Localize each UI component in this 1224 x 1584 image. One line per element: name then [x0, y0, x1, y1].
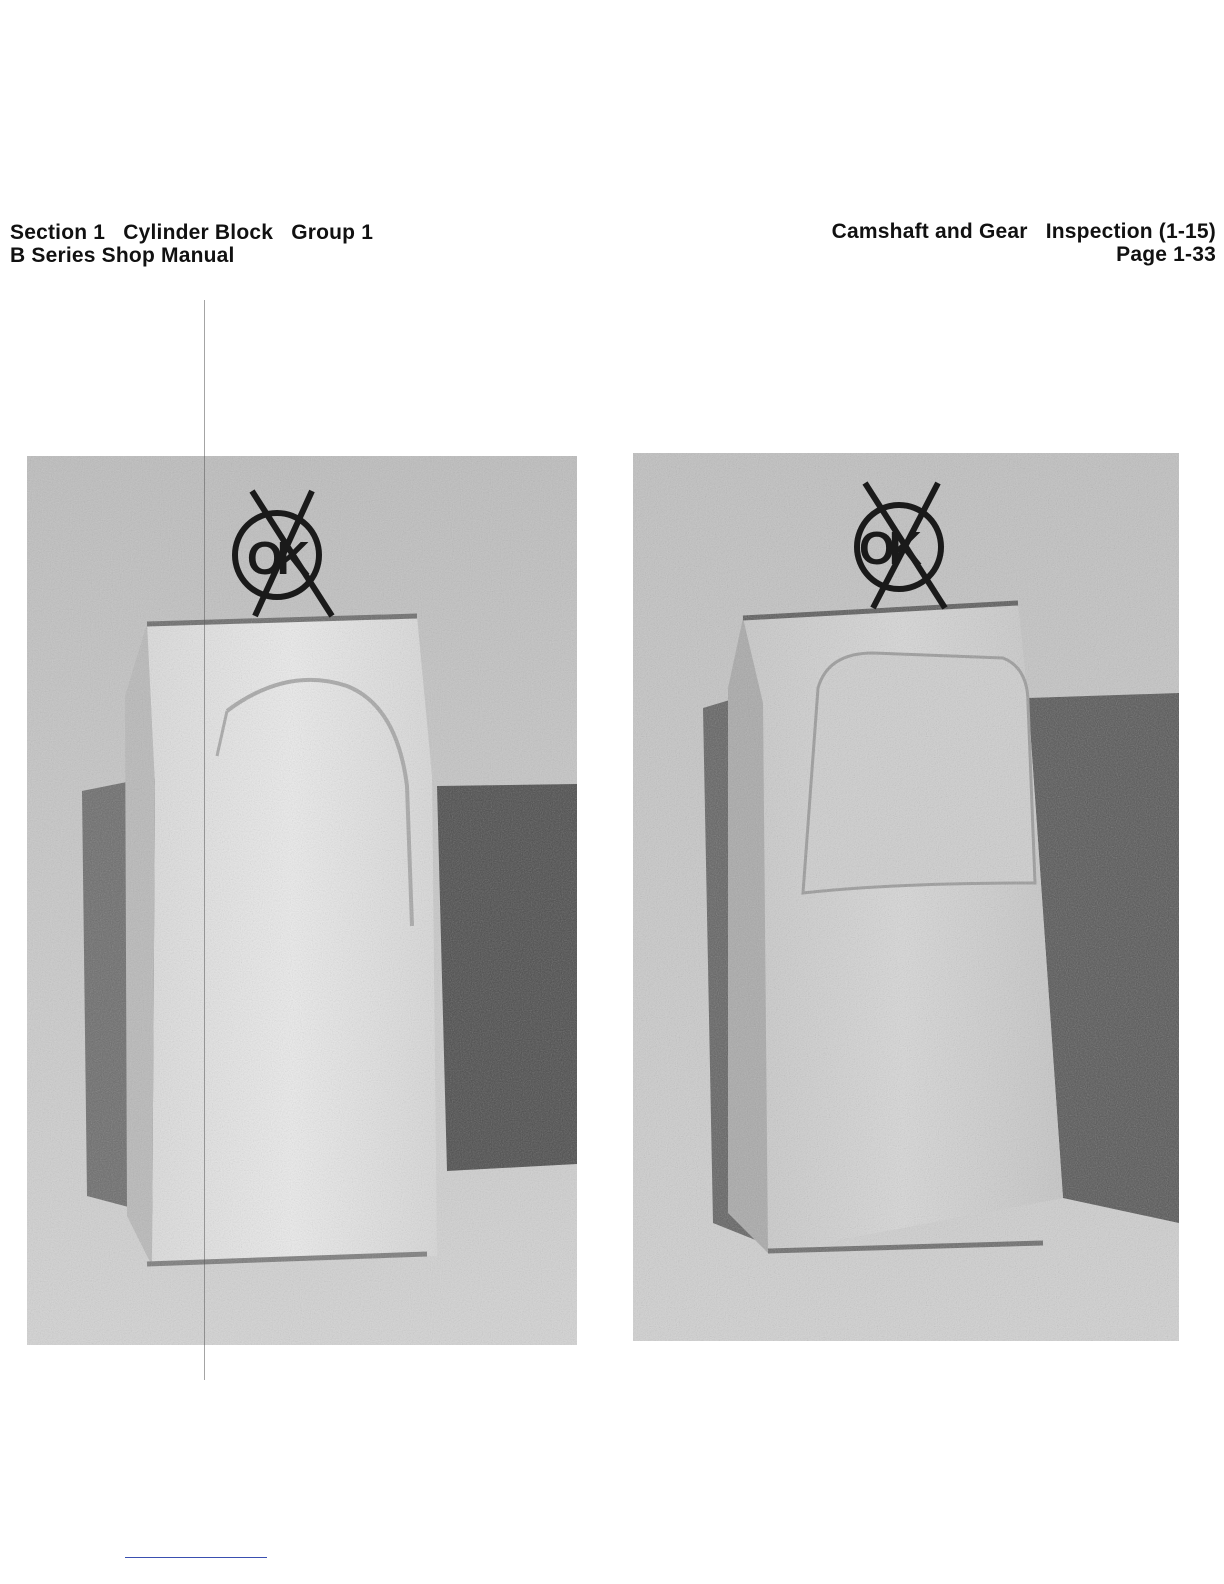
section-title: Section 1 Cylinder Block Group 1 — [10, 221, 374, 244]
camshaft-lobe-photo-left — [27, 456, 577, 1345]
page-header-left — [10, 221, 373, 267]
footnote-rule — [125, 1557, 267, 1558]
not-ok-symbol-right-text: OK — [859, 522, 916, 574]
topic-title: Camshaft and Gear Inspection (1-15) — [831, 220, 1216, 243]
not-ok-symbol-left-text: OK — [247, 532, 304, 584]
scan-artifact-line — [204, 300, 205, 1380]
manual-title: B Series Shop Manual — [10, 244, 235, 267]
page-header-right — [832, 220, 1216, 266]
page-number: Page 1-33 — [1116, 243, 1216, 266]
camshaft-lobe-photo-right — [633, 453, 1179, 1341]
